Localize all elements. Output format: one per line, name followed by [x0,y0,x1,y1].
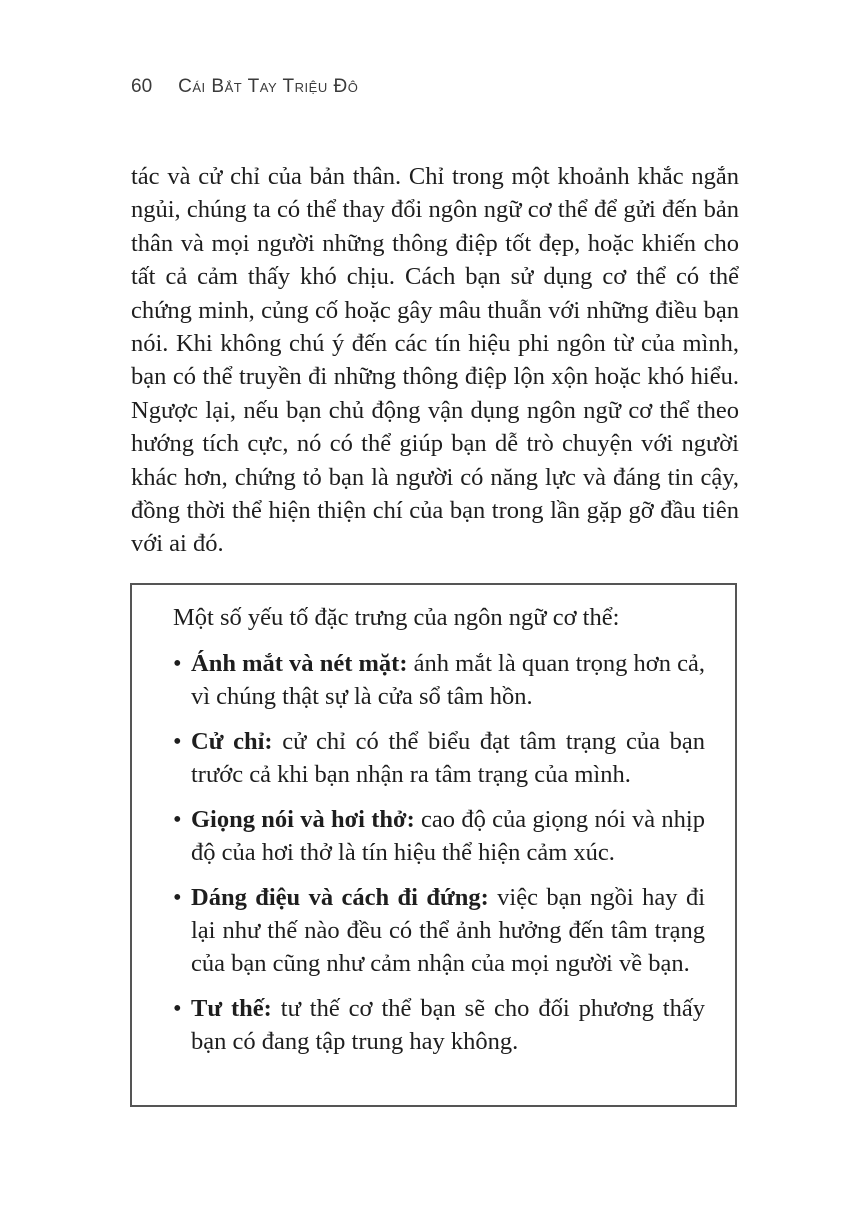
list-item-voice-breath [173,803,705,869]
bullet-icon: • [173,728,182,755]
list-item-eyes-face [173,647,705,713]
sidebar-box [130,583,737,1107]
sidebar-list [173,647,705,1070]
list-item-text: việc bạn ngồi hay đi lại như thế nào đều có thể ảnh hưởng đến tâm trạng của bạn cũng như cảm nhận của mọi người về bạn. [191,884,705,977]
bullet-icon: • [173,806,182,833]
list-item-term: Cử chỉ: [191,728,273,755]
book-title: Cái Bắt Tay Triệu Đô [178,76,359,97]
list-item-gestures [173,725,705,791]
list-item-term: Tư thế: [191,995,272,1022]
list-item-term: Giọng nói và hơi thở: [191,806,415,833]
body-paragraph: tác và cử chỉ của bản thân. Chỉ trong một khoảnh khắc ngắn ngủi, chúng ta có thể thay đổi ngôn ngữ cơ thể để gửi đến bản thân và mọi người những thông điệp tốt đẹp, hoặc khiến cho tất cả cảm thấy khó chịu. Cách bạn sử dụng cơ thể có thể chứng minh, củng cố hoặc gây mâu thuẫn với những điều bạn nói. Khi không chú ý đến các tín hiệu phi ngôn từ của mình, bạn có thể truyền đi những thông điệp lộn xộn hoặc khó hiểu. Ngược lại, nếu bạn chủ động vận dụng ngôn ngữ cơ thể theo hướng tích cực, nó có thể giúp bạn dễ trò chuyện với người khác hơn, chứng tỏ bạn là người có năng lực và đáng tin cậy, đồng thời thể hiện thiện chí của bạn trong lần gặp gỡ đầu tiên với ai đó. [131,163,739,558]
list-item-term: Dáng điệu và cách đi đứng: [191,884,489,911]
list-item-term: Ánh mắt và nét mặt: [191,650,408,677]
list-item-text: ánh mắt là quan trọng hơn cả, vì chúng thật sự là cửa sổ tâm hồn. [191,650,705,710]
list-item-gait [173,881,705,980]
bullet-icon: • [173,884,182,911]
page-number: 60 [131,76,153,97]
running-header [131,76,358,98]
list-item-text: cao độ của giọng nói và nhịp độ của hơi thở là tín hiệu thể hiện cảm xúc. [191,806,705,866]
sidebar-heading: Một số yếu tố đặc trưng của ngôn ngữ cơ thể: [173,604,620,631]
bullet-icon: • [173,995,182,1022]
list-item-text: cử chỉ có thể biểu đạt tâm trạng của bạn trước cả khi bạn nhận ra tâm trạng của mình. [191,728,705,788]
bullet-icon: • [173,650,182,677]
list-item-posture [173,992,705,1058]
list-item-text: tư thế cơ thể bạn sẽ cho đối phương thấy bạn có đang tập trung hay không. [191,995,705,1055]
